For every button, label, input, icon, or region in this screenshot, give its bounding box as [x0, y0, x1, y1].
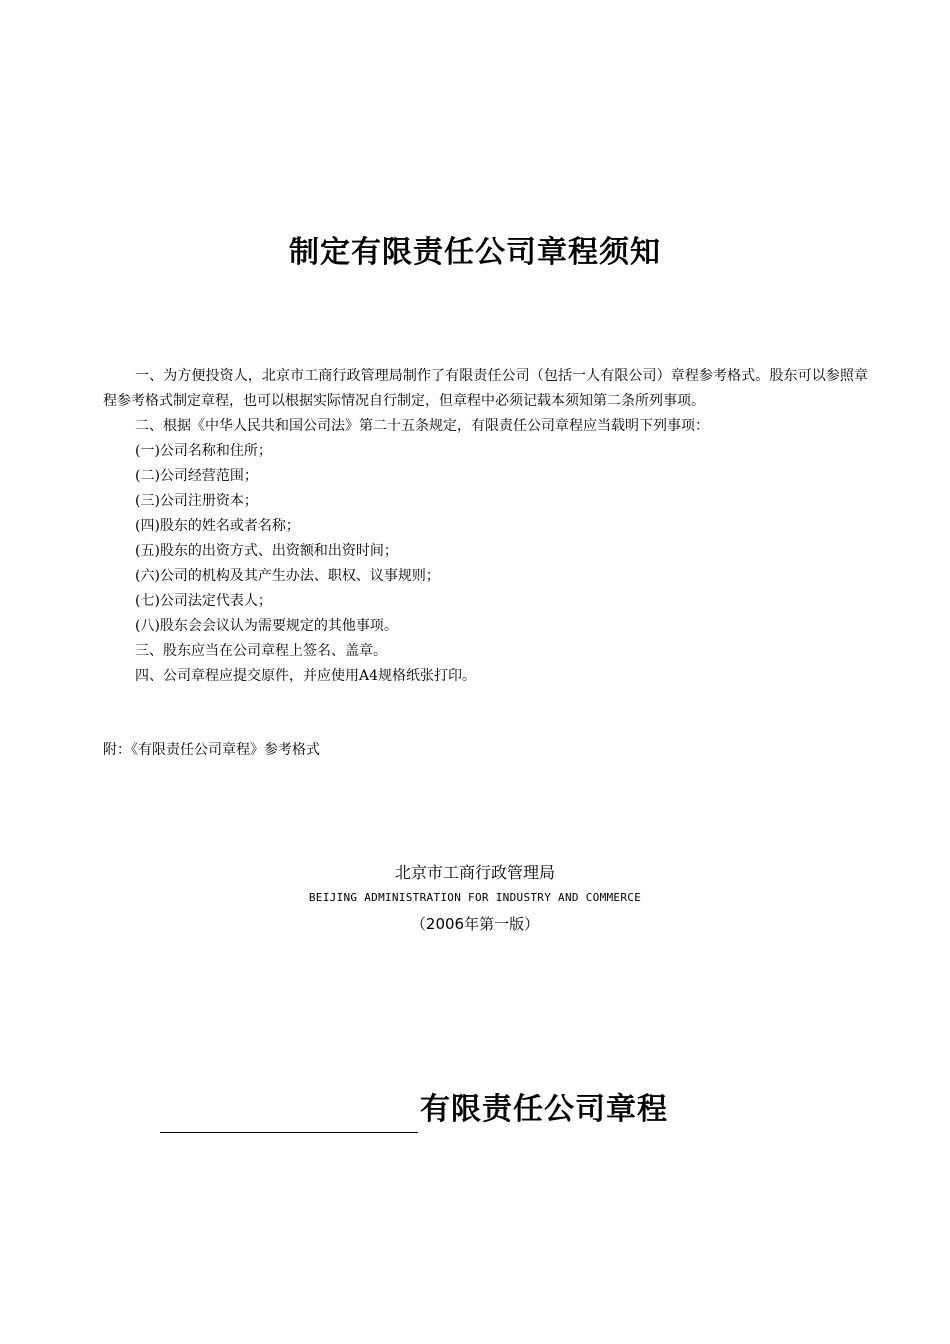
company-name-blank[interactable] [160, 1092, 418, 1133]
list-item-6: (六)公司的机构及其产生办法、职权、议事规则； [135, 568, 440, 584]
paragraph-1: 一、为方便投资人，北京市工商行政管理局制作了有限责任公司（包括一人有限公司）章程参考格式。股东可以参照章程参考格式制定章程，也可以根据实际情况自行制定，但章程中必须记载本须知第二条所列事项。 [103, 368, 868, 409]
notice-body [103, 364, 868, 689]
list-item-2: (二)公司经营范围； [135, 468, 258, 484]
paragraph-4: 四、公司章程应提交原件，并应使用A4规格纸张打印。 [135, 668, 477, 684]
list-item-4: (四)股东的姓名或者名称； [135, 518, 300, 534]
list-item-1: (一)公司名称和住所； [135, 443, 272, 459]
charter-title-text: 有限责任公司章程 [420, 1092, 668, 1127]
issuer-name-en: BEIJING ADMINISTRATION FOR INDUSTRY AND COMMERCE [308, 891, 642, 904]
list-item-5: (五)股东的出资方式、出资额和出资时间； [135, 543, 398, 559]
charter-title [160, 1083, 668, 1133]
list-item-8: (八)股东会会议认为需要规定的其他事项。 [135, 618, 398, 634]
paragraph-3: 三、股东应当在公司章程上签名、盖章。 [135, 643, 387, 659]
issuer-name-cn: 北京市工商行政管理局 [394, 863, 555, 882]
appendix-note: 附：《有限责任公司章程》参考格式 [103, 742, 320, 758]
page-title: 制定有限责任公司章程须知 [289, 235, 661, 270]
paragraph-2: 二、根据《中华人民共和国公司法》第二十五条规定，有限责任公司章程应当载明下列事项： [135, 418, 709, 434]
list-item-7: (七)公司法定代表人； [135, 593, 272, 609]
list-item-3: (三)公司注册资本； [135, 493, 258, 509]
edition-label: （2006年第一版） [410, 915, 540, 933]
